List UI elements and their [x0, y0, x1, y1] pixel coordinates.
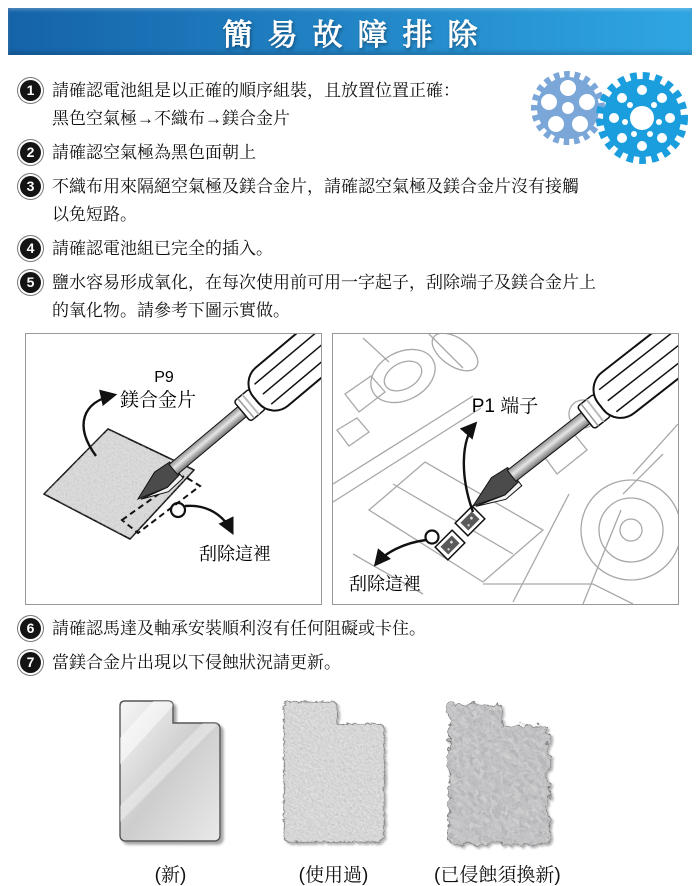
figure-terminal-scrape [332, 333, 679, 605]
item-number-badge: 3 [20, 176, 41, 197]
item-number-badge: 6 [20, 618, 41, 639]
plate-corroded [434, 693, 559, 886]
figure-plate-scrape [25, 333, 322, 605]
instruction-text: 當鎂合金片出現以下侵蝕狀況請更新。 [52, 653, 341, 672]
instruction-item-5 [18, 269, 686, 325]
lasso-loop [426, 531, 439, 544]
arrow-to-scrape-label [376, 540, 426, 564]
instruction-text: 請確認空氣極為黑色面朝上 [52, 143, 256, 162]
page-title: 簡易故障排除 [222, 18, 493, 52]
plate-corroded-image [434, 693, 559, 853]
instruction-item-3 [18, 173, 686, 229]
terminal-label: P1 端子 [471, 396, 539, 417]
plate-condition-row [108, 693, 700, 886]
part-code-label: P9 [154, 369, 174, 386]
arrow-to-scrape-label [185, 506, 232, 532]
item-number-badge: 2 [20, 142, 41, 163]
instruction-item-7 [18, 649, 686, 677]
part-name-label: 鎂合金片 [119, 390, 197, 411]
instruction-text: 不織布用來隔絕空氣極及鎂合金片，請確認空氣極及鎂合金片沒有接觸 以免短路。 [52, 177, 579, 224]
plate-caption: (使用過) [298, 865, 369, 886]
item-number-badge: 5 [20, 272, 41, 293]
gear-small-icon [535, 75, 601, 141]
plate-scrape-illustration [26, 334, 321, 604]
terminal-scrape-illustration [333, 334, 678, 604]
scrape-here-label: 刮除這裡 [349, 574, 421, 594]
instruction-list-bottom [0, 605, 700, 677]
figure-row [25, 333, 700, 605]
screwdriver-icon [119, 334, 321, 518]
plate-new [108, 693, 233, 886]
instruction-text: 請確認馬達及軸承安裝順利沒有任何阻礙或卡住。 [52, 619, 426, 638]
title-banner [8, 8, 692, 55]
gear-large-icon [601, 77, 683, 159]
item-number-badge: 1 [20, 80, 41, 101]
item-number-badge: 7 [20, 652, 41, 673]
plate-new-image [108, 693, 233, 853]
scrape-here-label: 刮除這裡 [199, 544, 271, 564]
plate-used [271, 693, 396, 886]
plate-caption: (已侵蝕須換新) [434, 865, 561, 886]
instruction-text: 請確認電池組已完全的插入。 [52, 239, 273, 258]
arrow-to-part-label [464, 424, 475, 512]
instruction-item-4 [18, 235, 686, 263]
instruction-text: 鹽水容易形成氧化，在每次使用前可用一字起子，刮除端子及鎂合金片上 的氧化物。請參考下圖示實做。 [52, 273, 596, 320]
lasso-loop [171, 503, 185, 517]
item-number-badge: 4 [20, 238, 41, 259]
plate-caption: (新) [154, 865, 187, 886]
instruction-text: 請確認電池組是以正確的順序組裝，且放置位置正確： 黑色空氣極→不織布→鎂合金片 [52, 81, 460, 128]
instruction-item-6 [18, 615, 686, 643]
plate-used-image [271, 693, 396, 853]
gears-decoration [518, 64, 696, 170]
